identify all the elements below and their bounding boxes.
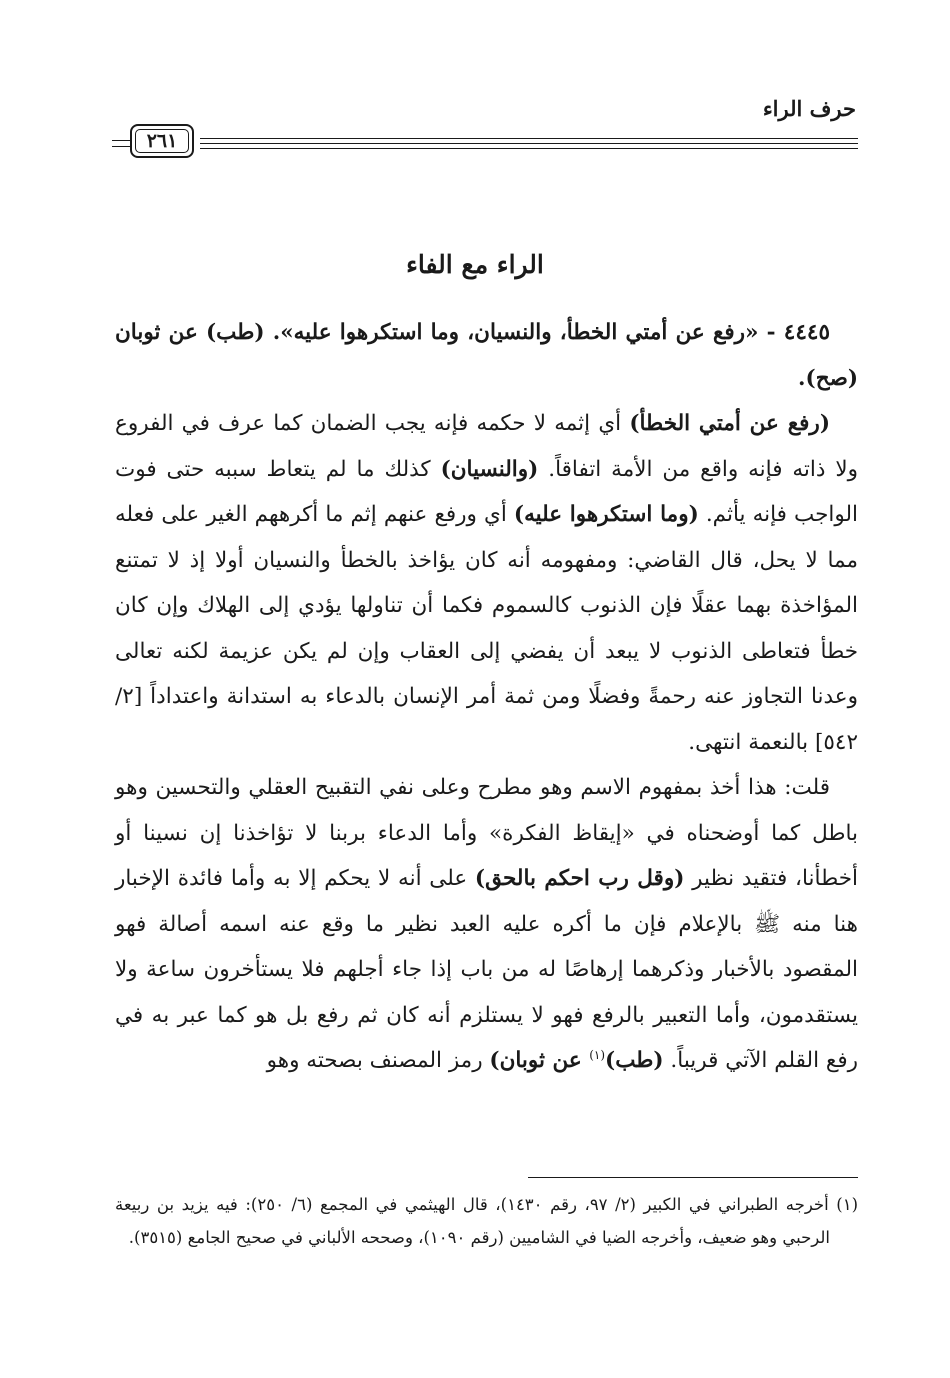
main-text: [115, 310, 858, 1084]
commentary-text: على أنه لا يحكم إلا به وأما فائدة الإخبار هنا منه ﷺ بالإعلام فإن ما أكره عليه العبد نظير ما وقع عنه اسمه أصالة فهو المقصود بالأخبار وذكرهما إرهاصًا له من باب إذا جاء أجلهم فلا يستأخرون ساعة ولا يستقدمون، وأما التعبير بالرفع فهو لا يستلزم أنه كان ثم رفع بل هو كما عبر به في رفع القلم الآتي قريباً.: [115, 866, 858, 1073]
commentary-text: أي ورفع عنهم إثم ما أكرههم الغير على فعله مما لا يحل، قال القاضي: ومفهومه أنه كان يؤاخذ بالخطأ والنسيان أولا إذ لا تمتنع المؤاخذة بهما عقلًا فإن الذنوب كالسموم فكما أن تناولها يؤدي إلى الهلاك وإن كان خطأ فتعاطى الذنوب لا يبعد أن يفضي إلى العقاب وإن لم يكن عزيمة لكنه تعالى وعدنا التجاوز عنه رحمةً وفضلًا ومن ثمة أمر الإنسان بالدعاء به استدانة واعتداداً [٢/ ٥٤٢] بالنعمة انتهى.: [115, 502, 858, 755]
hadith-entry: [115, 310, 858, 401]
hadith-dash: -: [758, 320, 784, 345]
footnote-rule: [528, 1177, 858, 1178]
commentary-paragraph: [115, 765, 858, 1084]
page-number-box: [130, 124, 194, 158]
hadith-number: ٤٤٤٥: [783, 320, 830, 345]
running-header: حرف الراء: [762, 96, 856, 121]
header-rule: [200, 148, 858, 149]
quoted-phrase: (وما استكرهوا عليه): [513, 502, 699, 527]
quoted-phrase: (طب): [605, 1048, 664, 1073]
quoted-phrase: عن ثوبان): [489, 1048, 590, 1073]
page-number: ٢٦١: [146, 130, 178, 152]
footnote: [115, 1188, 858, 1254]
footnote-marker[interactable]: (١): [589, 1047, 606, 1062]
section-heading: الراء مع الفاء: [406, 250, 544, 279]
header-rule-tail: [112, 140, 130, 141]
commentary-text: رمز المصنف بصحته وهو: [266, 1048, 490, 1073]
commentary-text: كذلك ما لم يتعاط سببه حتى فوت الواجب فإنه يأثم.: [115, 456, 859, 527]
hadith-text: «رفع عن أمتي الخطأ، والنسيان، وما استكرهوا عليه». (طب) عن ثوبان (صح).: [115, 320, 858, 391]
commentary-text: أي إثمه لا حكمه فإنه يجب الضمان كما عرف في الفروع ولا ذاته فإنه واقع من الأمة اتفاقاً.: [115, 411, 858, 482]
commentary-paragraph: [115, 401, 858, 765]
header-rule: [200, 138, 858, 139]
header-rule: [200, 143, 858, 144]
quoted-phrase: (وقل رب احكم بالحق): [474, 866, 685, 891]
footnote-text: (١) أخرجه الطبراني في الكبير (٢/ ٩٧، رقم ١٤٣٠)، قال الهيثمي في المجمع (٦/ ٢٥٠): فيه يزيد بن ربيعة الرحبي وهو ضعيف، وأخرجه الضيا في الشاميين (رقم ١٠٩٠)، وصححه الألباني في صحيح الجامع (٣٥١٥).: [115, 1195, 859, 1247]
commentary-text: قلت: هذا أخذ بمفهوم الاسم وهو مطرح وعلى نفي التقبيح العقلي والتحسين وهو باطل كما أوضحناه في «إيقاظ الفكرة» وأما الدعاء بربنا لا تؤاخذنا إن نسينا أو أخطأنا، فتقيد نظير: [115, 775, 858, 891]
quoted-phrase: (رفع عن أمتي الخطأ): [629, 411, 830, 436]
header-rule-tail: [112, 146, 130, 147]
quoted-phrase: (والنسيان): [440, 456, 539, 482]
